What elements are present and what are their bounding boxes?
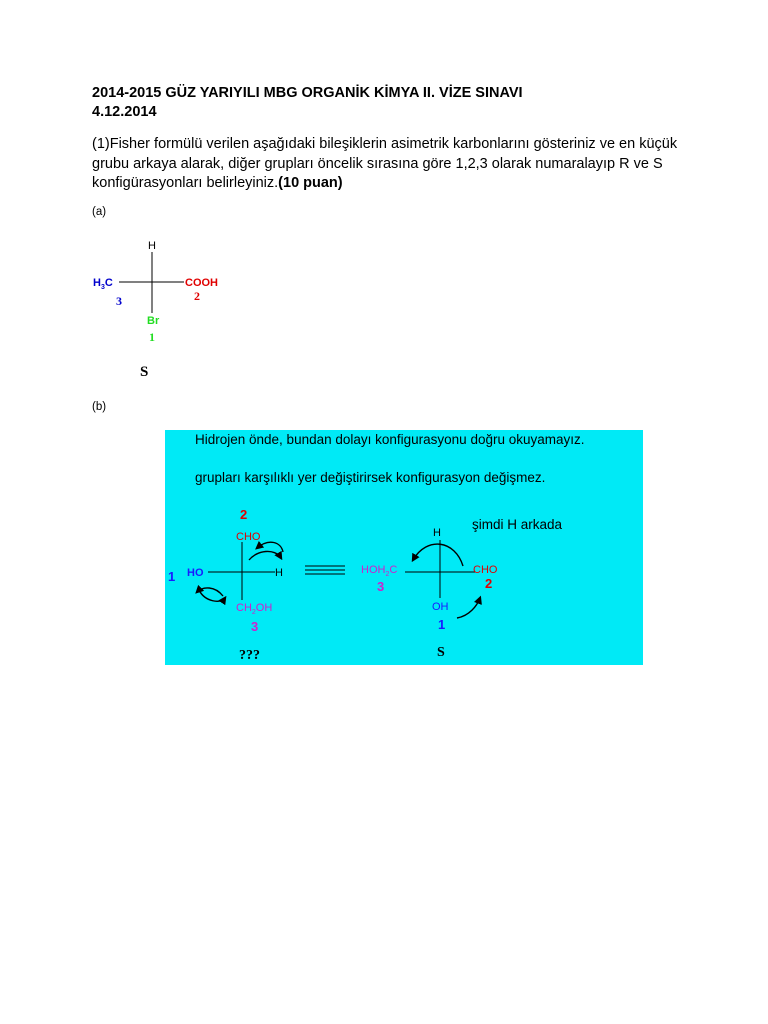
left-group-h: H xyxy=(275,567,283,579)
answer-a: S xyxy=(140,364,149,380)
swap-arrow-bottom-icon xyxy=(199,590,225,601)
right-group-cooh: COOH xyxy=(185,277,218,289)
right-priority-1: 1 xyxy=(438,617,446,632)
right-top-h: H xyxy=(433,527,441,539)
left-group-methyl: $H_3C$ xyxy=(93,277,113,291)
priority-2-label: 2 xyxy=(194,289,200,303)
equivalence-sign-icon xyxy=(305,566,345,574)
priority-1-label: 1 xyxy=(149,330,155,344)
exam-title-line1: 2014-2015 GÜZ YARIYILI MBG ORGANİK KİMYA II. VİZE SINAVI xyxy=(92,85,523,101)
left-priority-1: 1 xyxy=(168,569,176,584)
fischer-projection-b-right xyxy=(361,527,498,660)
note-h-behind: şimdi H arkada xyxy=(472,517,563,532)
right-priority-2: 2 xyxy=(485,576,493,591)
question-1-text: (1)Fisher formülü verilen aşağıdaki bileşiklerin asimetrik karbonlarını gösteriniz ve en küçük grubu arkaya alarak, diğer grupları öncelik sırasına göre 1,2,3 olarak numaralayıp R ve S konfigürasyonları belirleyiniz. xyxy=(92,136,678,191)
right-right-cho: CHO xyxy=(473,564,498,576)
left-priority-3: 3 xyxy=(251,619,259,634)
right-left-hoh2c: $HOH_2C$ xyxy=(361,564,398,578)
fischer-projection-a xyxy=(86,232,246,352)
note-swap-groups: grupları karşılıklı yer değiştirirsek konfigurasyon değişmez. xyxy=(195,470,546,485)
rotation-arrow-top-icon xyxy=(413,544,463,566)
left-priority-2: 2 xyxy=(240,507,248,522)
question-1 xyxy=(92,135,692,194)
note-hydrogen-front: Hidrojen önde, bundan dolayı konfigurasyonu doğru okuyamayız. xyxy=(195,432,585,447)
right-answer-s: S xyxy=(437,645,445,660)
part-b-diagram xyxy=(165,430,643,665)
right-bottom-oh: OH xyxy=(432,601,449,613)
exam-date: 4.12.2014 xyxy=(92,104,157,120)
part-b-panel xyxy=(165,430,643,665)
bottom-group-br: Br xyxy=(147,315,160,327)
fischer-projection-b-left xyxy=(168,507,283,663)
swap-arrow-top-return-icon xyxy=(257,542,283,552)
exam-title xyxy=(92,84,523,122)
part-b-label: (b) xyxy=(92,401,107,413)
part-a-label: (a) xyxy=(92,206,107,218)
rotation-arrow-bottom-icon xyxy=(457,598,480,618)
left-top-cho: CHO xyxy=(236,531,261,543)
left-answer-unknown: ??? xyxy=(239,648,260,663)
left-group-ho: HO xyxy=(187,567,204,579)
question-1-points: (10 puan) xyxy=(278,175,343,191)
left-bottom-ch2oh: $CH_2OH$ xyxy=(236,602,273,616)
swap-arrow-top-icon xyxy=(249,551,281,560)
top-group-h: H xyxy=(148,240,156,252)
right-priority-3: 3 xyxy=(377,579,385,594)
priority-3-label: 3 xyxy=(116,294,122,308)
